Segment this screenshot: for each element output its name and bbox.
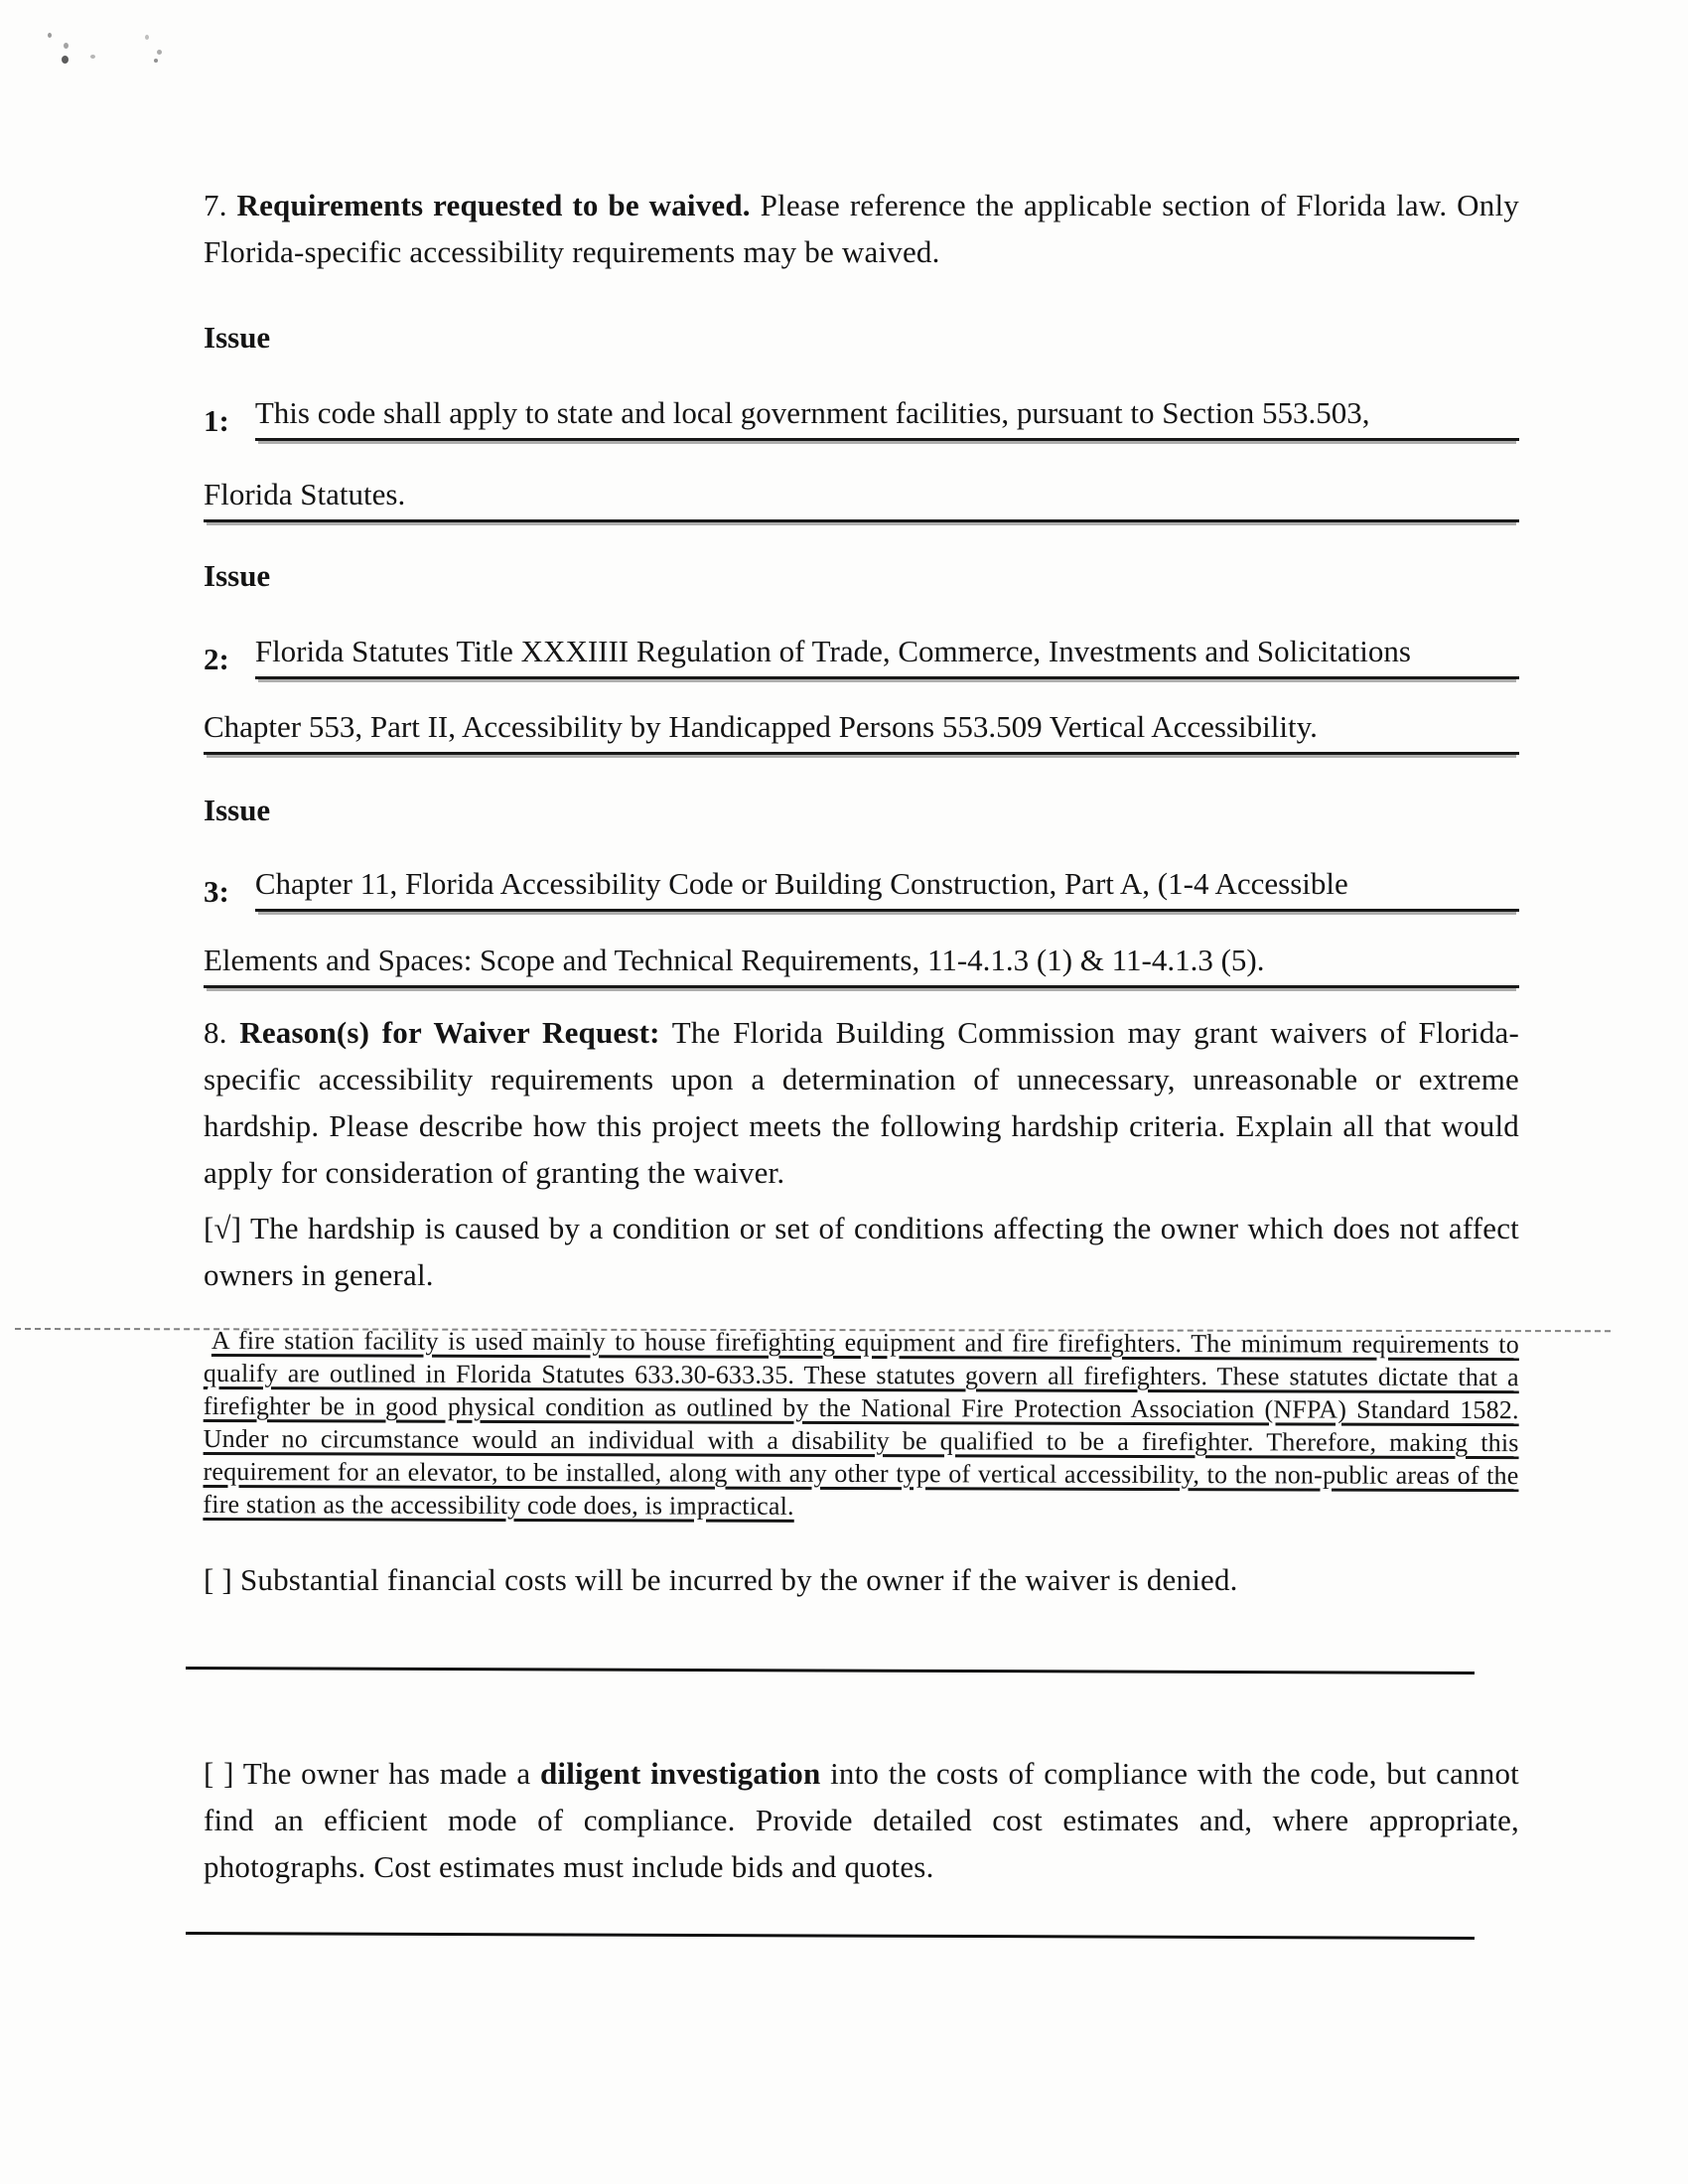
issue-1-heading: Issue (204, 320, 271, 355)
checkbox-checked-marker: [√] (204, 1211, 242, 1245)
section-7-number: 7. (204, 188, 227, 222)
section-8-title: Reason(s) for Waiver Request: (239, 1015, 660, 1050)
checkbox-empty-marker: [ ] (204, 1562, 232, 1597)
issue-3-text-2: Elements and Spaces: Scope and Technical Requirements, 11-4.1.3 (1) & 11-4.1.3 (5). (204, 941, 1519, 988)
blank-response-line (186, 1932, 1475, 1940)
issue-3-heading: Issue (204, 793, 271, 827)
issue-2-line-2 (204, 707, 1519, 755)
section-7-body: Please reference the applicable section of Florida law. Only Florida-specific accessibility requirements may be waived. (204, 188, 1519, 269)
criterion-investigation-paragraph (204, 1750, 1519, 1890)
criterion-investigation-text-after: into the costs of compliance with the code, but cannot find an efficient mode of compliance. Provide detailed cost estimates and, where appropriate, photographs. Cost estimates must include bids and quotes. (204, 1756, 1519, 1884)
issue-1-line-2 (204, 475, 1519, 522)
scan-artifact-dot (154, 59, 158, 63)
issue-1-number: 1: (204, 403, 229, 438)
issue-2-line-1 (204, 632, 1519, 679)
issue-3-line-1 (204, 864, 1519, 912)
section-8-paragraph (204, 1009, 1519, 1196)
issue-1-line-1 (204, 393, 1519, 441)
blank-response-line (186, 1667, 1475, 1674)
issue-1-text-2: Florida Statutes. (204, 475, 1519, 522)
scan-artifact-dot (90, 55, 95, 59)
document-content (204, 0, 1519, 1935)
checkbox-empty-marker: [ ] (204, 1756, 234, 1791)
criterion-investigation-text-before: The owner has made a (233, 1756, 540, 1791)
scan-artifact-dot (157, 50, 162, 55)
section-8-body: The Florida Building Commission may grant waivers of Florida-specific accessibility requirements upon a determination of unnecessary, unreasonable or extreme hardship. Please describe how this project meets the following hardship criteria. Explain all that would apply for consideration of granting the waiver. (204, 1015, 1520, 1190)
criterion-financial-paragraph (204, 1556, 1519, 1603)
criterion-financial-text: Substantial financial costs will be incurred by the owner if the waiver is denied. (232, 1562, 1238, 1597)
issue-2-heading: Issue (204, 558, 271, 593)
issue-3-number: 3: (204, 874, 229, 909)
issue-2-number: 2: (204, 642, 229, 676)
issue-3-text-1: Chapter 11, Florida Accessibility Code or Building Construction, Part A, (1-4 Accessible (255, 864, 1519, 912)
scan-artifact-dot (145, 35, 149, 40)
criterion-hardship-text: The hardship is caused by a condition or set of conditions affecting the owner which does not affect owners in general. (204, 1211, 1519, 1292)
scan-artifact-dot (64, 43, 69, 49)
criterion-hardship-paragraph (204, 1205, 1519, 1298)
issue-2-text-1: Florida Statutes Title XXXIIII Regulation of Trade, Commerce, Investments and Solicitations (255, 632, 1519, 679)
hardship-answer-text: A fire station facility is used mainly to house firefighting equipment and fire firefighters. The minimum requirements to qualify are outlined in Florida Statutes 633.30-633.35. These statutes govern all firefighters. These statutes dictate that a firefighter be in good physical condition as outlined by the National Fire Protection Association (NFPA) Standard 1582. Under no circumstance would an individual with a disability be qualified to be a firefighter. Therefore, making this requirement for an elevator, to be installed, along with any other type of vertical accessibility, to the non-public areas of the fire station as the accessibility code does, is impractical. (203, 1326, 1519, 1521)
section-7-title: Requirements requested to be waived. (236, 188, 751, 222)
issue-2-text-2: Chapter 553, Part II, Accessibility by Handicapped Persons 553.509 Vertical Accessibility. (204, 707, 1519, 755)
issue-1-text-1: This code shall apply to state and local government facilities, pursuant to Section 553.503, (255, 393, 1519, 441)
section-7-paragraph (204, 182, 1519, 275)
scan-artifact-dot (62, 56, 69, 64)
section-8-number: 8. (204, 1015, 227, 1050)
criterion-investigation-bold-phrase: diligent investigation (539, 1756, 821, 1791)
scan-artifact-dot (48, 33, 52, 38)
issue-3-line-2 (204, 941, 1519, 988)
